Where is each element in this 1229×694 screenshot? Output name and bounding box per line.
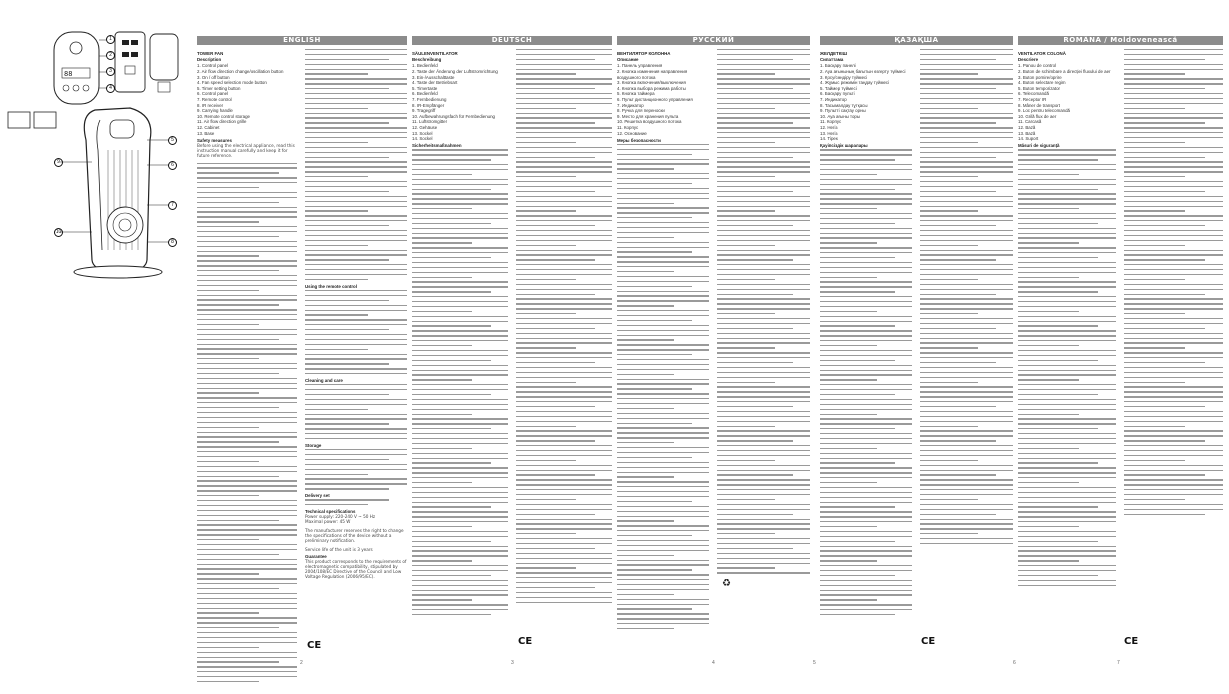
german-item-6: 6. Bedienfeld bbox=[412, 91, 438, 97]
kazakh-item-13: 13. Негіз bbox=[820, 130, 838, 136]
kazakh-item-5: 5. Таймер түймесі bbox=[820, 85, 857, 91]
kazakh-item-2: 2. Ауа ағынының бағытын өзгерту түймесі bbox=[820, 69, 906, 74]
russian-item-2: 2. Кнопка изменения направления воздушного потока bbox=[617, 69, 688, 80]
german-item-14: 14. Sockel bbox=[412, 136, 433, 142]
kazakh-item-3: 3. Қосу/сөндіру түймесі bbox=[820, 74, 868, 80]
russian-item-12: 12. Основание bbox=[617, 130, 647, 136]
english-item-9: 9. Carrying handle bbox=[197, 108, 233, 114]
romana-safety-title: Măsuri de siguranță bbox=[1018, 143, 1060, 149]
english-safety-title: Safety measures bbox=[197, 137, 232, 143]
callout-9: 9 bbox=[54, 158, 63, 167]
german-item-5: 5. Timertaste bbox=[412, 85, 438, 91]
russian-item-4: 4. Кнопка выбора режима работы bbox=[617, 85, 686, 91]
romana-item-14: 14. Suport bbox=[1018, 136, 1039, 142]
romana-subcol-2 bbox=[1124, 49, 1223, 659]
english-item-2: 2. Air flow direction change/oscillation button bbox=[197, 69, 284, 74]
german-item-2: 2. Taste der Änderung der Luftstromrichtung bbox=[412, 69, 498, 74]
romana-title: VENTILATOR COLONĂ bbox=[1018, 50, 1066, 56]
ce-mark-kazakh: CE bbox=[921, 636, 936, 647]
english-spec-title: Technical specifications bbox=[305, 509, 356, 515]
russian-item-6: 6. Пульт дистанционного управления bbox=[617, 96, 693, 102]
romana-item-3: 3. Buton pornire/oprire bbox=[1018, 74, 1062, 80]
german-subcol-2 bbox=[516, 49, 612, 659]
romana-item-5: 5. Buton temporizator bbox=[1018, 85, 1060, 91]
kazakh-item-6: 6. Басқару пульті bbox=[820, 91, 855, 97]
column-english bbox=[197, 36, 407, 49]
english-item-6: 6. Control panel bbox=[197, 91, 228, 97]
romana-item-6: 6. Telecomandă bbox=[1018, 91, 1049, 97]
column-head-russian: РУССКИЙ bbox=[617, 36, 810, 45]
ce-mark-romana: CE bbox=[1124, 636, 1139, 647]
romana-item-13: 13. Bază bbox=[1018, 130, 1036, 136]
ce-mark-english: CE bbox=[307, 640, 322, 651]
column-head-english: ENGLISH bbox=[197, 36, 407, 45]
german-item-11: 11. Luftstromgitter bbox=[412, 119, 448, 125]
german-title: SÄULENVENTILATOR bbox=[412, 50, 458, 56]
kazakh-list-title: Сипаттама bbox=[820, 57, 844, 63]
english-service: Service life of the unit is 3 years bbox=[305, 546, 373, 552]
english-safety-text bbox=[197, 163, 297, 683]
russian-list-title: Описание bbox=[617, 57, 639, 63]
page-number-4: 4 bbox=[712, 660, 715, 666]
page-number-7: 7 bbox=[1117, 660, 1120, 666]
callout-10: 10 bbox=[55, 229, 62, 235]
german-subcol-1 bbox=[412, 49, 508, 659]
english-subcol-1 bbox=[197, 49, 297, 659]
german-item-3: 3. Ein-/Ausschalttaste bbox=[412, 74, 455, 80]
english-storage-title: Storage bbox=[305, 442, 322, 448]
english-delivery-title: Delivery set bbox=[305, 493, 330, 499]
callout-8: 8 bbox=[168, 238, 177, 247]
english-list-title: Description bbox=[197, 57, 222, 63]
english-item-10: 10. Remote control storage bbox=[197, 113, 250, 119]
column-head-kazakh: ҚАЗАҚША bbox=[820, 36, 1013, 45]
russian-item-7: 7. Индикатор bbox=[617, 102, 644, 108]
fan-illustration bbox=[0, 20, 190, 290]
russian-item-9: 9. Место для хранения пульта bbox=[617, 113, 679, 119]
romana-item-4: 4. Buton selectare regim bbox=[1018, 80, 1066, 86]
kazakh-title: ЖЕЛДЕТКІШ bbox=[820, 50, 848, 56]
svg-text:88: 88 bbox=[64, 70, 73, 78]
romana-item-1: 1. Panou de control bbox=[1018, 63, 1057, 69]
english-item-11: 11. Air flow direction grille bbox=[197, 119, 247, 125]
column-head-german: DEUTSCH bbox=[412, 36, 612, 45]
german-item-13: 13. Sockel bbox=[412, 130, 433, 136]
column-kazakh bbox=[820, 36, 1013, 49]
kazakh-item-12: 12. Негіз bbox=[820, 124, 838, 130]
callout-3: 3 bbox=[106, 67, 115, 76]
german-safety-title: Sicherheitsmaßnahmen bbox=[412, 143, 462, 149]
english-use-title: Using the remote control bbox=[305, 283, 357, 289]
page-number-2: 2 bbox=[300, 660, 303, 666]
ce-mark-german: CE bbox=[518, 636, 533, 647]
page-number-6: 6 bbox=[1013, 660, 1016, 666]
callout-4: 4 bbox=[106, 84, 115, 93]
english-item-4: 4. Fan speed selection mode button bbox=[197, 80, 267, 86]
english-item-7: 7. Remote control bbox=[197, 96, 232, 102]
kazakh-subcol-1 bbox=[820, 49, 912, 659]
english-item-12: 12. Cabinet bbox=[197, 124, 220, 130]
romana-item-12: 12. Bază bbox=[1018, 124, 1036, 130]
column-romana bbox=[1018, 36, 1223, 49]
english-item-8: 8. IR receiver bbox=[197, 102, 224, 108]
english-item-13: 13. Base bbox=[197, 130, 215, 136]
russian-title: ВЕНТИЛЯТОР КОЛОННА bbox=[617, 50, 671, 56]
russian-safety-title: Меры безопасности bbox=[617, 137, 661, 143]
russian-item-8: 8. Ручка для переноски bbox=[617, 108, 665, 114]
english-item-1: 1. Control panel bbox=[197, 63, 228, 69]
english-title: TOWER FAN bbox=[197, 50, 224, 56]
russian-subcol-2 bbox=[717, 49, 810, 659]
kazakh-item-8: 8. Тасымалдау тұтқасы bbox=[820, 102, 868, 108]
russian-item-5: 5. Кнопка таймера bbox=[617, 91, 655, 97]
german-item-10: 10. Aufbewahrungsfach für Fernbedienung bbox=[412, 113, 495, 119]
romana-item-9: 9. Loc pentru telecomandă bbox=[1018, 108, 1070, 114]
romana-item-2: 2. Buton de schimbare a direcției fluxului de aer bbox=[1018, 69, 1111, 74]
romana-list-title: Descriere bbox=[1018, 57, 1039, 63]
kazakh-item-10: 10. Ауа ағыны торы bbox=[820, 113, 861, 119]
german-item-7: 7. Fernbedienung bbox=[412, 96, 447, 102]
english-recycle: This product corresponds to the requirements of electromagnetic compatibility, stipulated by 2004/108/EC Directive of the Council and Low Voltage Regulation (2006/95/EC). bbox=[305, 559, 408, 580]
english-item-3: 3. On / off button bbox=[197, 74, 230, 80]
callout-6: 6 bbox=[168, 161, 177, 170]
russian-item-3: 3. Кнопка включения/выключения bbox=[617, 80, 686, 86]
kazakh-safety-title: Қауіпсіздік шаралары bbox=[820, 143, 868, 149]
kazakh-item-7: 7. Индикатор bbox=[820, 96, 847, 102]
english-spec-1: Power supply: 220-240 V ~ 50 Hz bbox=[305, 514, 376, 520]
romana-subcol-1 bbox=[1018, 49, 1116, 659]
german-item-12: 12. Gehäuse bbox=[412, 124, 438, 130]
english-note: The manufacturer reserves the right to change the specifications of the device without a preliminary notification. bbox=[305, 528, 405, 543]
english-cleaning-title: Cleaning and care bbox=[305, 377, 343, 383]
romana-item-10: 10. Grilă flux de aer bbox=[1018, 113, 1057, 119]
russian-item-11: 11. Корпус bbox=[617, 124, 639, 130]
english-guarantee-title: Guarantee bbox=[305, 554, 327, 560]
kazakh-item-4: 4. Жұмыс режимін таңдау түймесі bbox=[820, 80, 890, 86]
english-spec-2: Maximal power: 45 W bbox=[305, 519, 351, 525]
english-subcol-2 bbox=[305, 49, 407, 659]
romana-item-11: 11. Carcasă bbox=[1018, 119, 1042, 125]
romana-item-7: 7. Receptor IR bbox=[1018, 96, 1047, 102]
page-number-5: 5 bbox=[813, 660, 816, 666]
column-head-romana: ROMÂNA / Moldovenească bbox=[1018, 36, 1223, 45]
english-intro: Before using the electrical appliance, read this instruction manual carefully and keep it for future reference. bbox=[197, 142, 297, 158]
kazakh-item-14: 14. Тірек bbox=[820, 136, 838, 142]
column-german bbox=[412, 36, 612, 49]
english-item-5: 5. Timer setting button bbox=[197, 85, 241, 91]
recycle-bin-icon: ♻ bbox=[722, 578, 731, 589]
page-number-3: 3 bbox=[511, 660, 514, 666]
russian-item-10: 10. Решетка воздушного потока bbox=[617, 119, 682, 125]
callout-7: 7 bbox=[168, 201, 177, 210]
german-item-9: 9. Tragegriff bbox=[412, 108, 436, 114]
callout-1: 1 bbox=[106, 35, 115, 44]
german-item-4: 4. Taste der Betriebsart bbox=[412, 80, 458, 86]
kazakh-item-11: 11. Корпус bbox=[820, 119, 842, 125]
german-item-8: 8. IR-Empfänger bbox=[412, 102, 445, 108]
kazakh-item-9: 9. Пультті сақтау орны bbox=[820, 108, 866, 114]
callout-5: 5 bbox=[168, 136, 177, 145]
kazakh-subcol-2 bbox=[920, 49, 1013, 659]
russian-item-1: 1. Панель управления bbox=[617, 63, 663, 69]
callout-2: 2 bbox=[106, 51, 115, 60]
romana-item-8: 8. Mâner de transport bbox=[1018, 102, 1060, 108]
kazakh-item-1: 1. Басқару панелі bbox=[820, 63, 856, 69]
german-item-1: 1. Bedienfeld bbox=[412, 63, 438, 69]
german-list-title: Beschreibung bbox=[412, 57, 442, 63]
column-russian bbox=[617, 36, 810, 49]
russian-subcol-1 bbox=[617, 49, 709, 659]
